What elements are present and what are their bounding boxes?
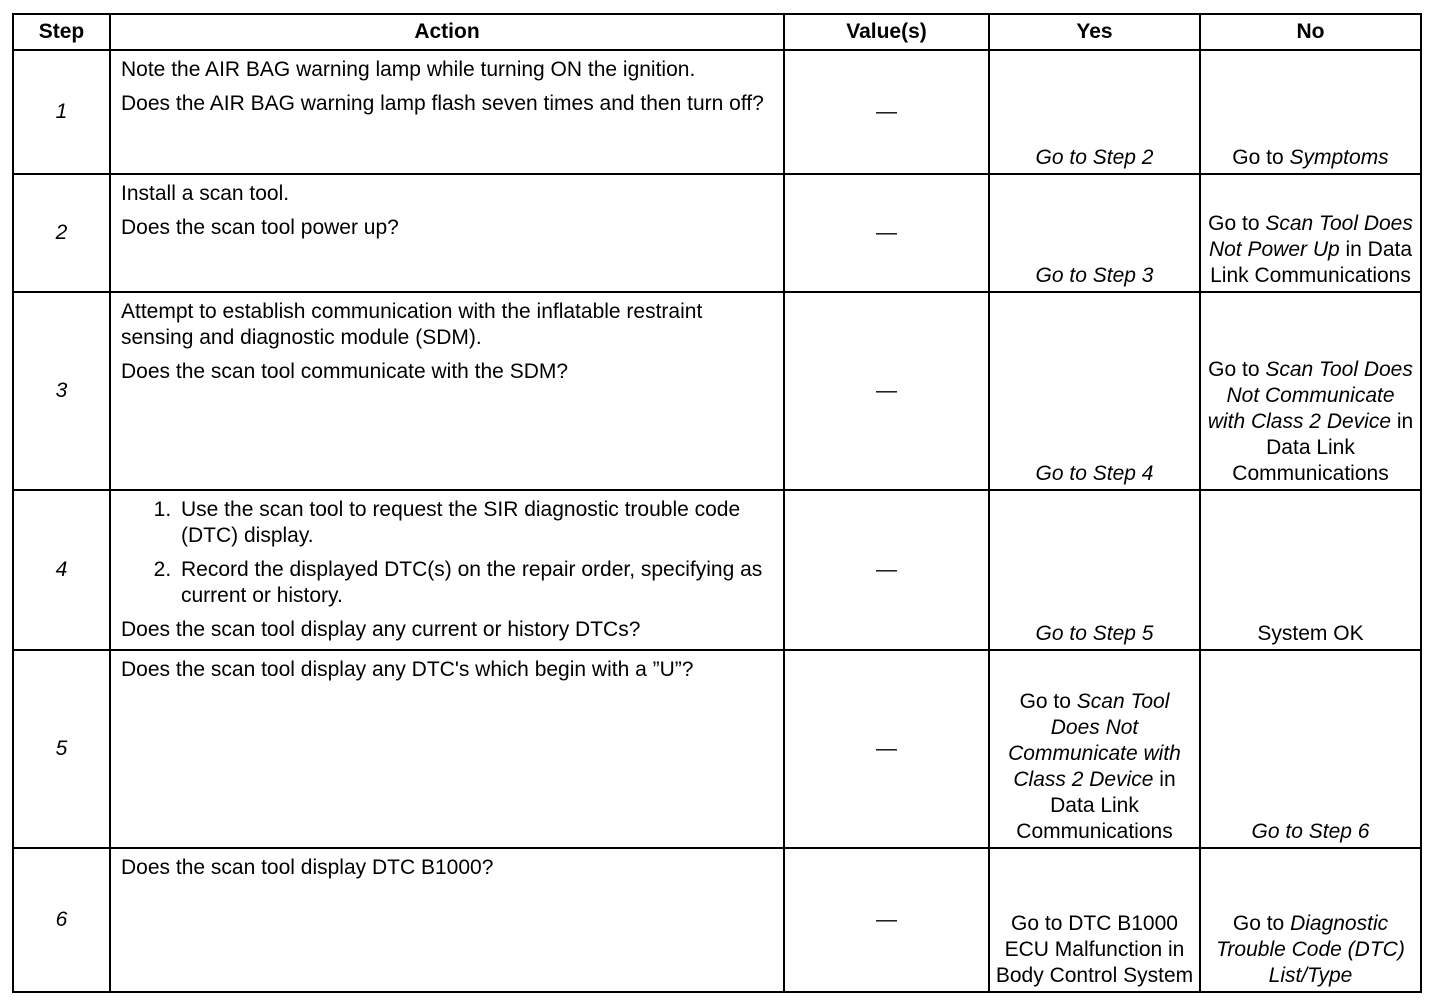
no-cell — [1200, 650, 1421, 848]
no-prefix: Go to — [1208, 358, 1266, 381]
yes-cell — [989, 50, 1200, 174]
step-number: 3 — [13, 292, 110, 490]
no-cell — [1200, 490, 1421, 650]
yes-cell — [989, 292, 1200, 490]
yes-text: Go to Step 2 — [1035, 146, 1154, 169]
yes-text: Go to Step 4 — [1035, 462, 1154, 485]
action-question: Does the scan tool display any current or history DTCs? — [121, 618, 641, 641]
no-text: Go to Step 6 — [1251, 820, 1370, 843]
diagnostic-table — [12, 13, 1422, 993]
no-cell — [1200, 174, 1421, 292]
yes-suffix: in Data Link Communications — [1016, 768, 1176, 843]
table-row — [13, 174, 1421, 292]
action-question: Does the scan tool communicate with the SDM? — [121, 360, 569, 383]
action-cell — [110, 292, 784, 490]
header-action: Action — [110, 14, 784, 50]
header-row — [13, 14, 1421, 50]
no-emph: Symptoms — [1289, 146, 1389, 169]
value-cell: — — [784, 50, 989, 174]
no-emph: Scan Tool Does Not Communicate with Class 2 Device — [1207, 358, 1413, 433]
yes-cell — [989, 174, 1200, 292]
action-text: Attempt to establish communication with the inflatable restraint sensing and diagnostic module (SDM). — [121, 300, 703, 349]
no-suffix: in Data Link Communications — [1210, 238, 1413, 287]
list-item: 2. Record the displayed DTC(s) on the repair order, specifying as current or history. — [177, 557, 773, 609]
action-cell — [110, 848, 784, 992]
yes-cell — [989, 848, 1200, 992]
action-cell — [110, 490, 784, 650]
step-number: 2 — [13, 174, 110, 292]
action-text: Note the AIR BAG warning lamp while turning ON the ignition. — [121, 58, 696, 81]
yes-cell — [989, 650, 1200, 848]
value-cell: — — [784, 174, 989, 292]
no-prefix: Go to — [1232, 912, 1291, 935]
yes-text: Go to Step 3 — [1035, 264, 1154, 287]
table-row — [13, 650, 1421, 848]
table-row — [13, 848, 1421, 992]
step-number: 5 — [13, 650, 110, 848]
header-step: Step — [13, 14, 110, 50]
action-question: Does the scan tool display DTC B1000? — [121, 856, 494, 879]
no-cell — [1200, 50, 1421, 174]
action-text: Install a scan tool. — [121, 182, 290, 205]
yes-cell — [989, 490, 1200, 650]
no-emph: Scan Tool Does Not Power Up — [1208, 212, 1413, 261]
step-number: 1 — [13, 50, 110, 174]
yes-prefix: Go to — [1019, 690, 1077, 713]
table-row — [13, 490, 1421, 650]
no-prefix: Go to — [1208, 212, 1266, 235]
value-cell: — — [784, 292, 989, 490]
action-steps-list — [121, 497, 773, 609]
no-cell — [1200, 292, 1421, 490]
list-item: 1. Use the scan tool to request the SIR diagnostic trouble code (DTC) display. — [177, 497, 773, 549]
value-cell: — — [784, 490, 989, 650]
no-prefix: Go to — [1232, 146, 1290, 169]
yes-emph: Scan Tool Does Not Communicate with Class 2 Device — [1008, 690, 1181, 791]
no-text: System OK — [1257, 622, 1364, 645]
header-value: Value(s) — [784, 14, 989, 50]
action-cell — [110, 50, 784, 174]
no-suffix: in Data Link Communications — [1232, 410, 1414, 485]
table-row — [13, 50, 1421, 174]
yes-text: Go to Step 5 — [1035, 622, 1154, 645]
action-cell — [110, 650, 784, 848]
header-yes: Yes — [989, 14, 1200, 50]
yes-text: Go to DTC B1000 ECU Malfunction in Body Control System — [995, 912, 1194, 987]
step-number: 4 — [13, 490, 110, 650]
action-question: Does the scan tool display any DTC's which begin with a ”U”? — [121, 658, 694, 681]
action-question: Does the AIR BAG warning lamp flash seven times and then turn off? — [121, 92, 764, 115]
action-cell — [110, 174, 784, 292]
no-emph: Diagnostic Trouble Code (DTC) List/Type — [1216, 912, 1405, 987]
table-row — [13, 292, 1421, 490]
step-number: 6 — [13, 848, 110, 992]
value-cell: — — [784, 650, 989, 848]
value-cell: — — [784, 848, 989, 992]
action-question: Does the scan tool power up? — [121, 216, 399, 239]
no-cell — [1200, 848, 1421, 992]
header-no: No — [1200, 14, 1421, 50]
